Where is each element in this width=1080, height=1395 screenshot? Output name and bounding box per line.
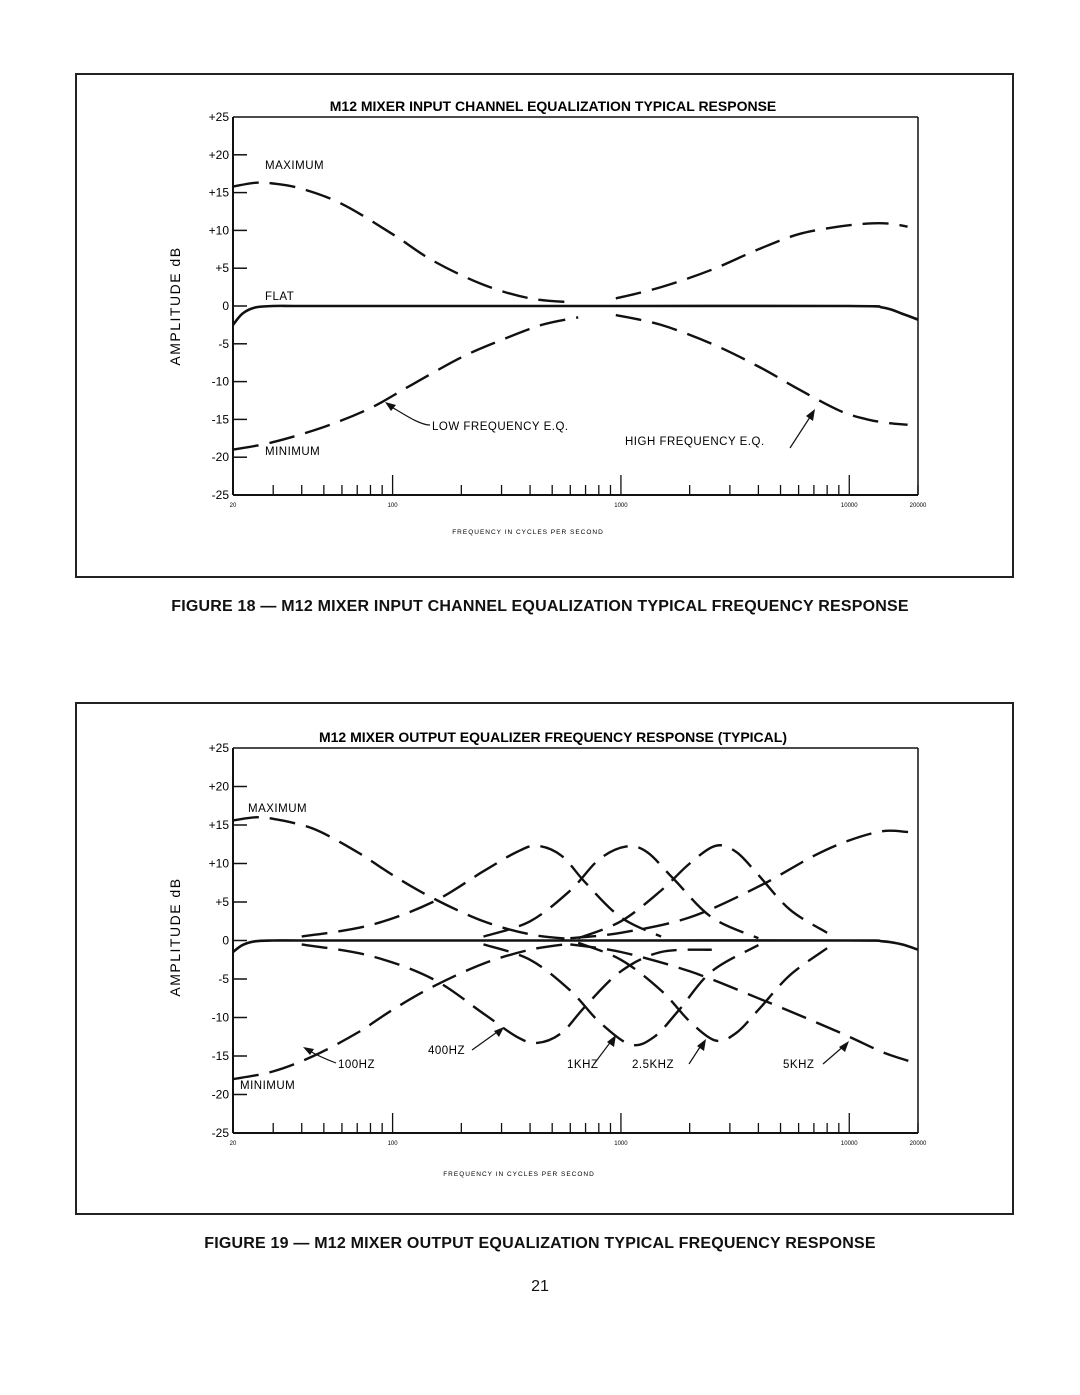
label-flat: FLAT (265, 291, 295, 303)
label-minimum: MINIMUM (240, 1080, 296, 1092)
y-axis-label: AMPLITUDE dB (167, 246, 183, 366)
y-tick-label: +25 (208, 741, 229, 755)
series-5khz-cut (570, 944, 918, 1063)
arrow-2-5khz (689, 1039, 706, 1064)
x-tick-label: 20000 (909, 503, 927, 509)
label-minimum: MINIMUM (265, 446, 321, 458)
y-tick-label: +20 (208, 147, 229, 162)
page-number: 21 (531, 1278, 549, 1295)
arrow-400hz (472, 1027, 504, 1050)
x-axis-label: FREQUENCY IN CYCLES PER SECOND (443, 1171, 595, 1178)
y-tick-label: -25 (211, 1126, 229, 1140)
y-tick-label: +10 (208, 856, 229, 871)
y-tick-label: 0 (222, 299, 229, 313)
y-tick-label: +5 (215, 895, 229, 909)
label-100hz: 100HZ (338, 1059, 376, 1071)
series-400hz-boost (302, 846, 661, 937)
series-2-5khz-cut (578, 943, 827, 1041)
label-low-frequency-eq: LOW FREQUENCY E.Q. (432, 421, 569, 433)
x-tick-label: 10000 (840, 503, 858, 509)
series-100hz-cut (233, 944, 570, 1080)
figure-18-caption: FIGURE 18 — M12 MIXER INPUT CHANNEL EQUALIZATION TYPICAL FREQUENCY RESPONSE (171, 598, 909, 615)
y-tick-label: -5 (218, 336, 229, 351)
x-tick-label: 1000 (614, 503, 628, 509)
series-100hz-boost (233, 817, 570, 939)
y-tick-label: -15 (211, 1049, 229, 1063)
y-tick-label: +20 (208, 779, 229, 794)
label-5khz: 5KHZ (783, 1059, 815, 1071)
x-tick-label: 1000 (614, 1141, 628, 1147)
y-tick-label: +5 (215, 261, 229, 276)
x-tick-label: 100 (387, 503, 398, 509)
y-tick-label: -10 (211, 1010, 229, 1025)
x-axis-label: FREQUENCY IN CYCLES PER SECOND (452, 529, 604, 536)
y-tick-label: -25 (211, 488, 229, 502)
y-tick-label: -10 (211, 374, 229, 389)
y-tick-label: +15 (208, 185, 229, 200)
x-tick-label: 10000 (840, 1141, 858, 1147)
x-tick-label: 20000 (909, 1141, 927, 1147)
y-tick-label: +15 (208, 818, 229, 832)
label-maximum: MAXIMUM (265, 160, 325, 172)
y-tick-label: 0 (222, 933, 229, 948)
y-tick-label: -20 (211, 1087, 229, 1102)
x-tick-label: 100 (387, 1141, 398, 1147)
label-maximum: MAXIMUM (248, 803, 308, 815)
y-axis-label: AMPLITUDE dB (167, 877, 183, 997)
arrow-100hz (303, 1047, 336, 1063)
x-tick-label: 20 (229, 503, 237, 509)
y-tick-label: -5 (218, 972, 229, 986)
y-tick-label: +10 (208, 223, 229, 238)
y-tick-label: +25 (208, 110, 229, 124)
label-400hz: 400HZ (428, 1045, 466, 1057)
chart-title: M12 MIXER INPUT CHANNEL EQUALIZATION TYPICAL RESPONSE (329, 98, 777, 114)
arrow-5khz (823, 1041, 849, 1064)
label-1khz: 1KHZ (567, 1059, 599, 1071)
series-2-5khz-boost (578, 845, 827, 938)
label-high-frequency-eq: HIGH FREQUENCY E.Q. (625, 436, 765, 448)
y-tick-label: -20 (211, 450, 229, 465)
arrow-1khz (594, 1035, 616, 1064)
figure-19-caption: FIGURE 19 — M12 MIXER OUTPUT EQUALIZATION TYPICAL FREQUENCY RESPONSE (204, 1235, 876, 1252)
chart-title: M12 MIXER OUTPUT EQUALIZER FREQUENCY RESPONSE (TYPICAL) (318, 729, 788, 745)
x-tick-label: 20 (229, 1141, 237, 1147)
y-tick-label: -15 (211, 412, 229, 427)
series-1khz-boost (484, 846, 759, 938)
label-2-5khz: 2.5KHZ (632, 1059, 674, 1071)
